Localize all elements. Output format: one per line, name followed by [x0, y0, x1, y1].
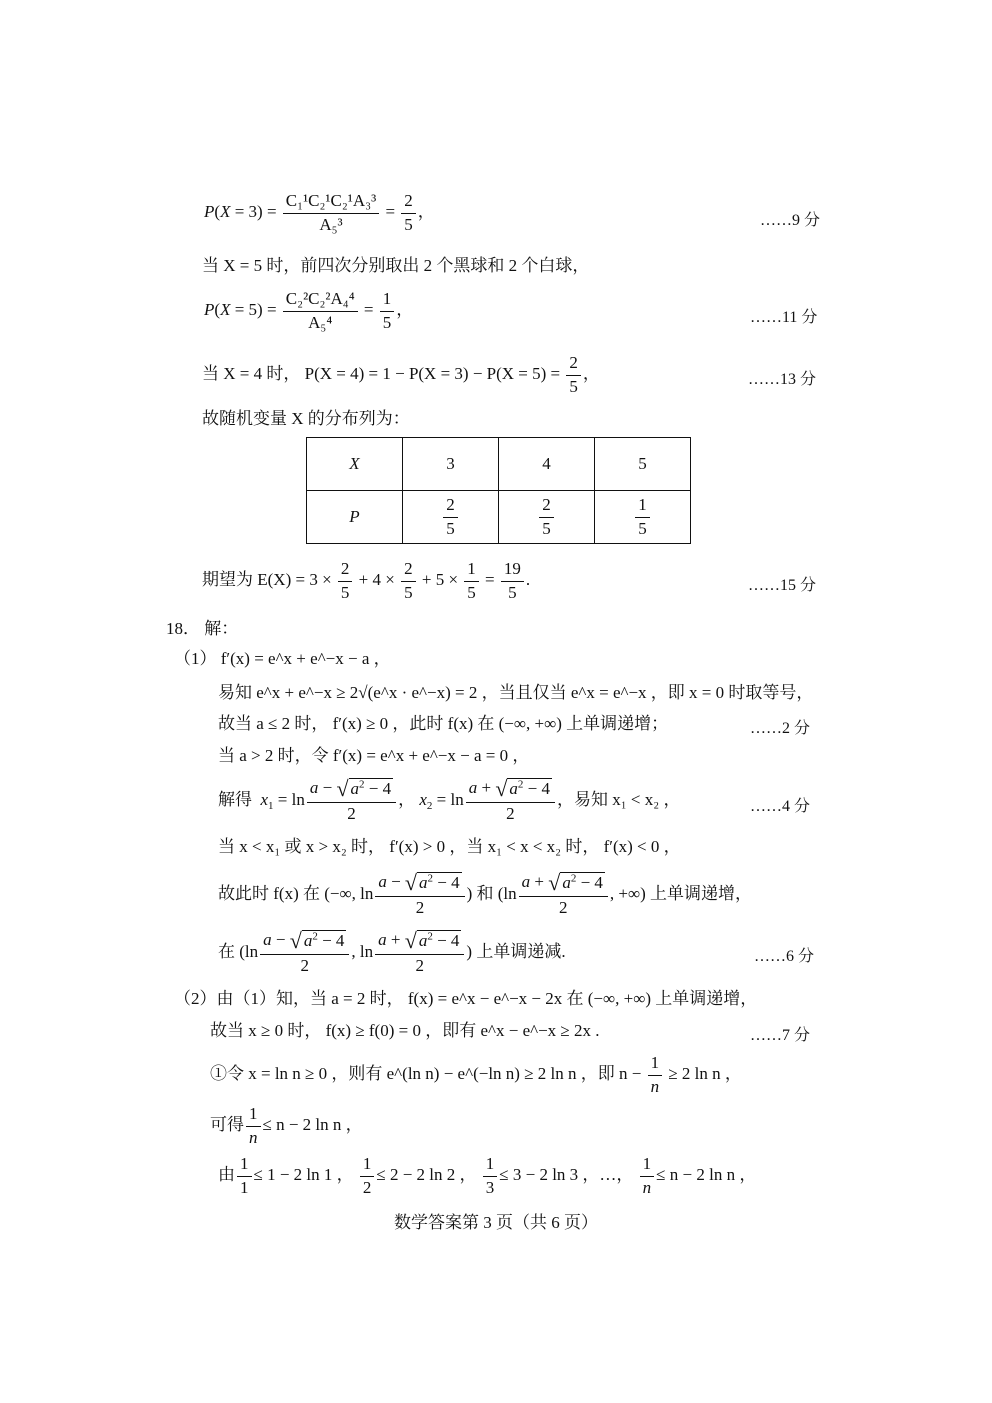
obtain-line: 可得 $\frac{1}{n}$ ≤ n − 2 ln n ， [210, 1104, 363, 1147]
table-header-x: X [307, 438, 403, 491]
score-6: ……6 分 [754, 948, 815, 965]
exp-frac-den: 5 [467, 582, 476, 602]
score-4: ……4 分 [750, 798, 811, 815]
p4-value-den: 5 [569, 376, 578, 396]
p4-line: 当 X = 4 时， P(X = 4) = 1 − P(X = 3) − P(X = 5) = $\frac{2}{5}$ ， [202, 353, 600, 396]
roots-line: 解得 $x_1 = \ln$ a − √ $a^2 - 4$ 2 ， $x_2 = \ln$ a + √ $a^2 - 4$ 2 ，易知 x₁ < x₂ ， [218, 776, 681, 823]
exp-result-den: 5 [508, 582, 517, 602]
p3-formula: P(X = 3) = $\frac{\text{C₁¹C₂¹C₂¹A₃³}}{\text{A₅³}}$ = $\frac{2}{5}$ ， [204, 191, 435, 234]
decreasing-line: 在 (ln a − √ $a^2 - 4$ 2 , ln a + √ $a^2 - 4$ 2 ) 上单调递减. [218, 928, 566, 975]
part2-inequality: 故当 x ≥ 0 时， f(x) ≥ f(0) = 0 ，即有 e^x − e^−x ≥ 2x . [210, 1021, 600, 1040]
prob-num: 2 [443, 496, 458, 518]
table-prob-cell [595, 491, 691, 544]
p5-denominator: A₅⁴ [308, 312, 333, 332]
table-prob-cell [403, 491, 499, 544]
exp-term: + 5 × [421, 570, 459, 590]
p3-value-den: 5 [404, 214, 413, 234]
case-a-gt-2: 当 a > 2 时，令 f′(x) = e^x + e^−x − a = 0 ， [218, 746, 530, 765]
decreasing-prefix: 在 [218, 941, 235, 961]
solve-label: 解得 [218, 789, 252, 809]
prob-num: 2 [539, 496, 554, 518]
by-prefix: 由 [218, 1165, 235, 1185]
increasing-and: 和 [476, 883, 494, 903]
score-9: ……9 分 [760, 212, 821, 229]
decreasing-tail: 上单调递减. [476, 941, 566, 961]
by-line: 由 $\frac{1}{1}$ ≤ 1 − 2 ln 1 ， $\frac{1}{2}$ ≤ 2 − 2 ln 2 ， $\frac{1}{3}$ ≤ 3 − 2 ln 3 ，…， $\frac{1}{n}$ ≤ n − 2 ln n ， [218, 1154, 757, 1197]
part1-derivative: （1） f′(x) = e^x + e^−x − a ， [174, 649, 391, 668]
x4-condition: 当 X = 4 时， [202, 364, 301, 384]
table-header-cell: 4 [499, 438, 595, 491]
p5-value-den: 5 [382, 312, 392, 332]
exp-term: + 4 × [358, 570, 395, 590]
by-term: ≤ n − 2 ln n ， [656, 1165, 757, 1185]
exp-frac-num: 2 [338, 560, 353, 582]
p5-numerator: C₂²C₂²A₄⁴ [283, 290, 358, 312]
obtain-prefix: 可得 [210, 1115, 244, 1135]
prob-den: 5 [638, 518, 647, 538]
score-2: ……2 分 [750, 720, 811, 737]
table-header-cell: 3 [403, 438, 499, 491]
expectation-prefix: 期望为 E(X) = 3 × [202, 570, 332, 590]
table-row [307, 491, 691, 544]
exp-period: . [525, 570, 531, 590]
exp-equals: = [485, 570, 495, 590]
exp-frac-den: 5 [404, 582, 413, 602]
score-13: ……13 分 [748, 371, 817, 388]
p3-numerator: C₁¹C₂¹C₂¹A₃³ [283, 192, 379, 214]
distribution-table [306, 437, 691, 544]
distribution-intro: 故随机变量 X 的分布列为： [202, 409, 410, 428]
by-term: ≤ 2 − 2 ln 2 ， [376, 1165, 477, 1185]
step1-tail: ≥ 2 ln n ， [668, 1064, 742, 1084]
part2-line: （2）由（1）知，当 a = 2 时， f(x) = e^x − e^−x − 2x 在 (−∞, +∞) 上单调递增， [174, 989, 758, 1008]
table-prob-cell [499, 491, 595, 544]
table-row-label: P [307, 491, 403, 544]
question-18: 18． 解： [166, 619, 239, 638]
sign-line: 当 x < x₁ 或 x > x₂ 时， f′(x) > 0 ，当 x₁ < x < x₂ 时， f′(x) < 0 ， [218, 837, 681, 856]
increasing-prefix: 故此时 f(x) 在 [218, 883, 320, 903]
by-term: ≤ 1 − 2 ln 1 ， [253, 1165, 354, 1185]
table-row [307, 438, 691, 491]
p5-formula: P(X = 5) = $\frac{\text{C₂²C₂²A₄⁴}}{\text{A₅⁴}}$ = $\frac{1}{5}$ ， [204, 289, 414, 332]
step1-line: ①令 x = ln n ≥ 0 ，则有 e^(ln n) − e^(−ln n) ≥ 2 ln n ，即 n − $\frac{1}{n}$ ≥ 2 ln n ， [210, 1053, 742, 1096]
prob-den: 5 [446, 518, 455, 538]
exp-frac-num: 1 [464, 560, 479, 582]
score-7: ……7 分 [750, 1027, 811, 1044]
score-11: ……11 分 [750, 309, 818, 326]
p3-value-num: 2 [401, 192, 416, 214]
increasing-tail: 上单调递增， [650, 883, 753, 903]
p5-value-num: 1 [380, 290, 395, 312]
p4-expression: P(X = 4) = 1 − P(X = 3) − P(X = 5) = [304, 364, 561, 384]
prob-den: 5 [542, 518, 551, 538]
exp-result-num: 19 [501, 560, 524, 582]
score-15: ……15 分 [748, 577, 817, 594]
obtain-tail: ≤ n − 2 ln n ， [262, 1115, 363, 1135]
x5-condition: 当 X = 5 时，前四次分别取出 2 个黑球和 2 个白球， [202, 256, 590, 275]
case-a-le-2: 故当 a ≤ 2 时， f′(x) ≥ 0 ，此时 f(x) 在 (−∞, +∞) 上单调递增； [218, 714, 669, 733]
expectation-line [202, 560, 530, 602]
increasing-line: 故此时 f(x) 在 (−∞, ln a − √ $a^2 - 4$ 2 ) 和 (ln a + √ $a^2 - 4$ 2 , +∞) 上单调递增， [218, 870, 753, 917]
exp-frac-num: 2 [401, 560, 416, 582]
step1-prefix: ①令 x = ln n ≥ 0 ，则有 e^(ln n) − e^(−ln n) ≥ 2 ln n ，即 n − [210, 1064, 642, 1084]
prob-num: 1 [635, 496, 650, 518]
page-footer: 数学答案第 3 页（共 6 页） [394, 1213, 598, 1232]
p3-denominator: A₅³ [319, 214, 343, 234]
exp-frac-den: 5 [340, 582, 350, 602]
easy-know-line: 易知 e^x + e^−x ≥ 2√(e^x · e^−x) = 2 ，当且仅当 e^x = e^−x ，即 x = 0 时取等号， [218, 683, 814, 702]
table-header-cell: 5 [595, 438, 691, 491]
roots-tail: ，易知 x₁ < x₂ ， [557, 789, 681, 809]
by-term: ≤ 3 − 2 ln 3 ，…， [499, 1165, 634, 1185]
p4-value-num: 2 [566, 354, 581, 376]
